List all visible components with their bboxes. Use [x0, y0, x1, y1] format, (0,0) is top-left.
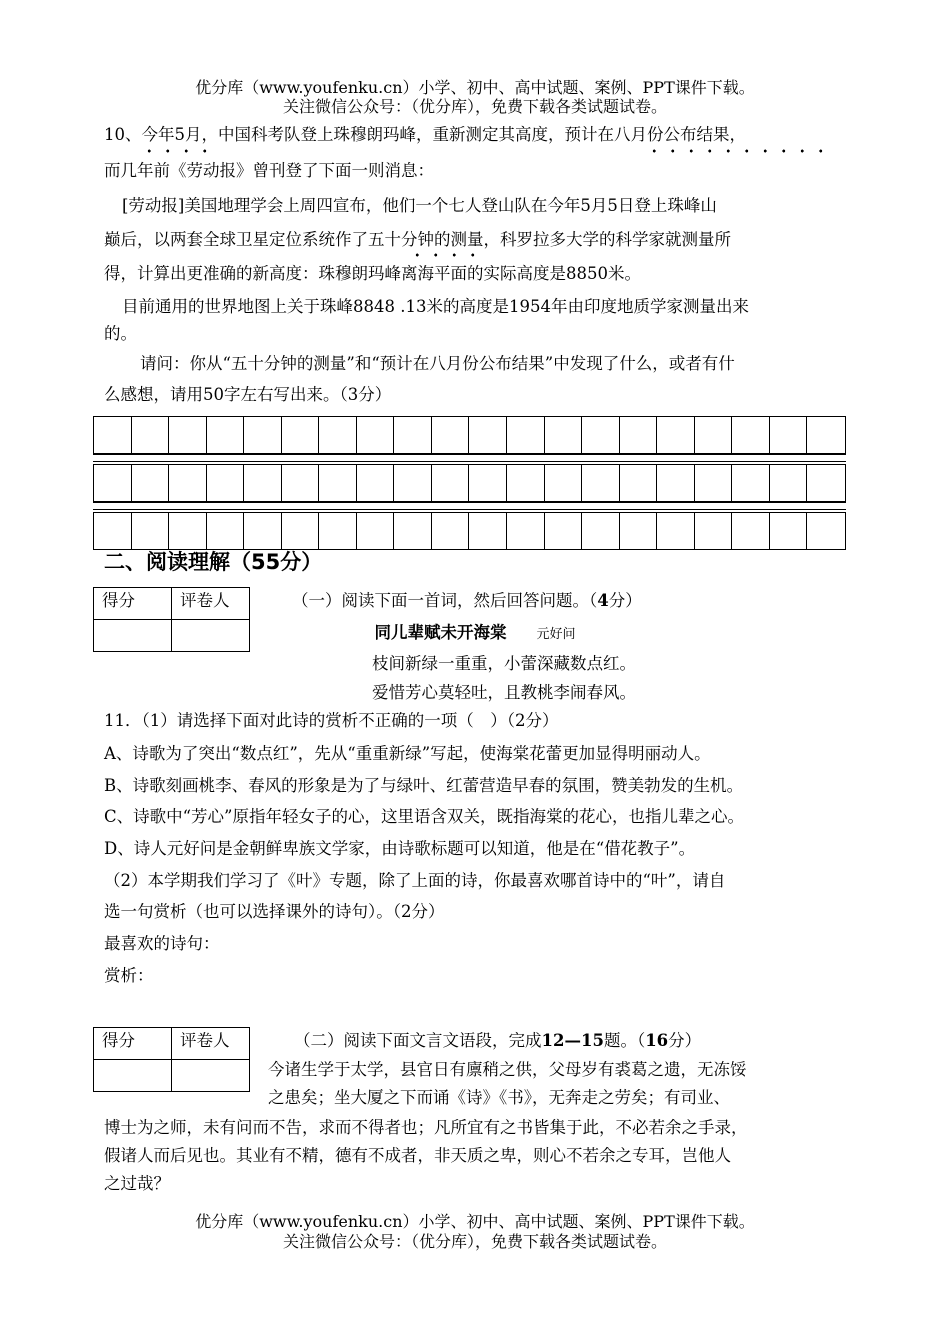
score-label: 得分: [94, 588, 172, 620]
grid-separator: [93, 454, 846, 462]
q11-sub2-line-2: 选一句赏析（也可以选择课外的诗句）。（2分）: [104, 902, 445, 921]
footer-line-1: 优分库（www.youfenku.cn）小学、初中、高中试题、案例、PPT课件下载。: [195, 1212, 755, 1231]
answer-grid-row-2[interactable]: [93, 464, 846, 502]
emphasis-dots-announce: [645, 148, 835, 154]
score-cell[interactable]: [94, 1060, 172, 1092]
classical-text-5: 之过哉？: [104, 1174, 170, 1193]
poem-line-2: 爱惜芳心莫轻吐，且教桃李闹春风。: [372, 683, 636, 702]
poem-title: 同儿辈赋未开海棠: [374, 623, 507, 642]
header-line-1: 优分库（www.youfenku.cn）小学、初中、高中试题、案例、PPT课件下载。: [195, 78, 755, 97]
ask-line-1: 请问：你从“五十分钟的测量”和“预计在八月份公布结果”中发现了什么，或者有什: [140, 354, 735, 373]
ask-line-2: 么感想，请用50字左右写出来。（3分）: [104, 385, 392, 404]
emphasis-dots-date: [140, 148, 214, 154]
classical-text-3: 博士为之师，未有问而不告，求而不得者也；凡所宜有之书皆集于此，不必若余之手录，: [104, 1118, 748, 1137]
q11-stem: 11．（1）请选择下面对此诗的赏析不正确的一项（ ）（2分）: [104, 711, 559, 730]
news-line-3: 得，计算出更准确的新高度：珠穆朗玛峰离海平面的实际高度是8850米。: [104, 264, 641, 283]
footer-line-2: 关注微信公众号：（优分库），免费下载各类试题试卷。: [282, 1232, 667, 1251]
emphasis-dots-fifty-min: [408, 252, 482, 258]
classical-text-2: 之患矣；坐大厦之下而诵《诗》《书》，无奔走之劳矣；有司业、: [268, 1088, 730, 1107]
grader-cell[interactable]: [172, 1060, 250, 1092]
poem-author: 元好问: [536, 627, 576, 642]
poem-title-line: [0, 622, 950, 646]
q10-line-2: 而几年前《劳动报》曾刊登了下面一则消息：: [104, 161, 434, 180]
score-box-2: [93, 1027, 250, 1092]
news-line-2: 巅后，以两套全球卫星定位系统作了五十分钟的测量，科罗拉多大学的科学家就测量所: [104, 230, 731, 249]
part2-intro: （二）阅读下面文言文语段，完成12—15题。（16分）: [294, 1031, 702, 1050]
news-line-1: [劳动报]美国地理学会上周四宣布，他们一个七人登山队在今年5月5日登上珠峰山: [122, 196, 717, 215]
analysis-label: 赏析：: [104, 966, 154, 985]
grid-separator: [93, 502, 846, 510]
grader-label: 评卷人: [172, 588, 250, 620]
grader-label: 评卷人: [172, 1028, 250, 1060]
q11-option-a: A、诗歌为了突出“数点红”，先从“重重新绿”写起，使海棠花蕾更加显得明丽动人。: [104, 744, 711, 763]
header-line-2: 关注微信公众号：（优分库），免费下载各类试题试卷。: [282, 97, 667, 116]
para-line-1: 目前通用的世界地图上关于珠峰8848 .13米的高度是1954年由印度地质学家测量出来: [122, 297, 749, 316]
answer-grid-row-3[interactable]: [93, 512, 846, 550]
classical-text-4: 假诸人而后见也。其业有不精，德有不成者，非天质之卑，则心不若余之专耳，岂他人: [104, 1146, 731, 1165]
score-label: 得分: [94, 1028, 172, 1060]
part1-intro: （一）阅读下面一首词，然后回答问题。（4分）: [292, 591, 642, 610]
answer-grid-row-1[interactable]: [93, 416, 846, 454]
q10-line-1: 10、今年5月，中国科考队登上珠穆朗玛峰，重新测定其高度，预计在八月份公布结果，: [104, 125, 746, 144]
favorite-line-label: 最喜欢的诗句：: [104, 934, 220, 953]
q11-option-d: D、诗人元好问是金朝鲜卑族文学家，由诗歌标题可以知道，他是在“借花教子”。: [104, 839, 696, 858]
q11-option-b: B、诗歌刻画桃李、春风的形象是为了与绿叶、红蕾营造早春的氛围，赞美勃发的生机。: [104, 776, 744, 795]
section-title: 二、阅读理解（55分）: [104, 550, 323, 574]
para-line-2: 的。: [104, 324, 137, 343]
q11-option-c: C、诗歌中“芳心”原指年轻女子的心，这里语含双关，既指海棠的花心，也指儿辈之心。: [104, 807, 744, 826]
q11-sub2-line-1: （2）本学期我们学习了《叶》专题，除了上面的诗，你最喜欢哪首诗中的“叶”，请自: [104, 871, 726, 890]
poem-line-1: 枝间新绿一重重，小蕾深藏数点红。: [372, 654, 636, 673]
classical-text-1: 今诸生学于太学，县官日有廪稍之供，父母岁有裘葛之遗，无冻馁: [268, 1060, 747, 1079]
